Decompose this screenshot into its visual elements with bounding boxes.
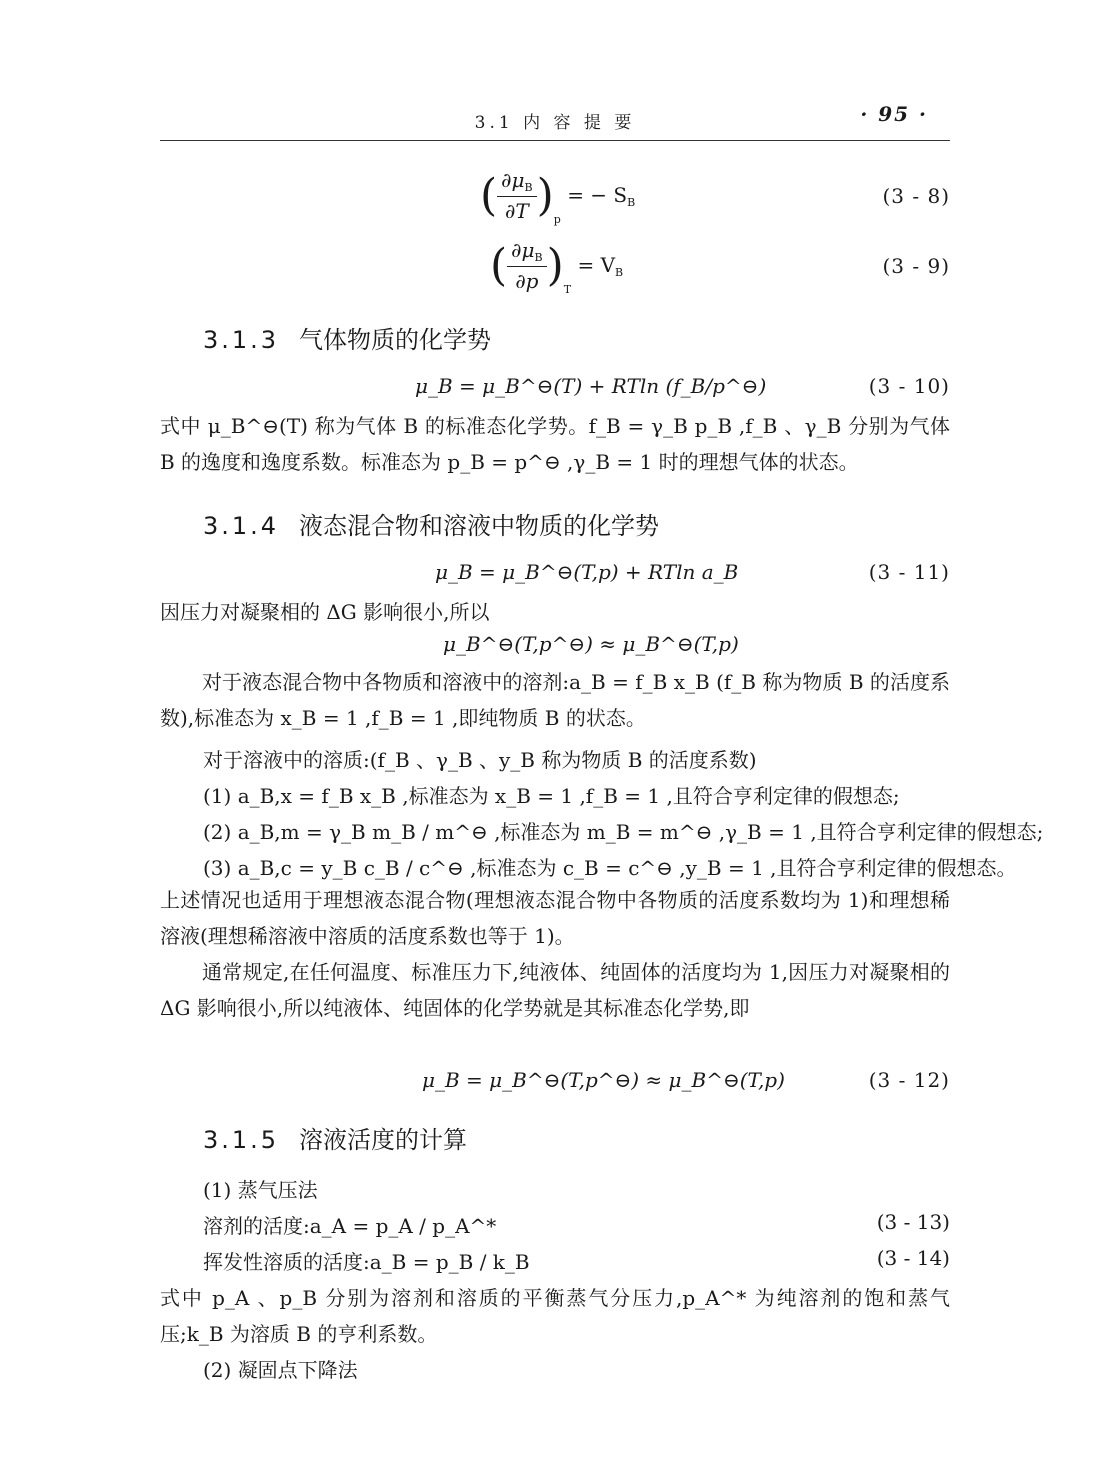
equation-3-10 [160, 374, 950, 404]
equation-number: (3 - 14) [876, 1246, 950, 1270]
equation-3-11 [160, 560, 950, 590]
section-number: 3.1.3 [203, 326, 280, 354]
solvent-activity-line [203, 1210, 950, 1239]
section-heading-3-1-3 [203, 320, 491, 355]
solvent-activity-formula: 溶剂的活度:a_A = p_A / p_A^* [203, 1214, 497, 1238]
equation-number: (3 - 13) [876, 1210, 950, 1234]
page-number: · 95 · [860, 102, 928, 126]
equation-number: (3 - 9) [882, 254, 950, 278]
equation-3-8 [160, 168, 950, 232]
partial-fraction: $\frac{\partial\mu_B}{\partial p}$ [507, 238, 546, 293]
paragraph-gas-standard-state: 式中 μ_B^⊖(T) 称为气体 B 的标准态化学势。f_B = γ_B p_B ,f_B 、γ_B 分别为气体 B 的逸度和逸度系数。标准态为 p_B = p^⊖ ,γ_B = 1 时的理想气体的状态。 [160, 414, 950, 474]
solute-activity-formula: 挥发性溶质的活度:a_B = p_B / k_B [203, 1250, 530, 1274]
section-number: 3.1.5 [203, 1126, 280, 1154]
inline-equation: μ_B^⊖(T,p^⊖) ≈ μ_B^⊖(T,p) [443, 632, 739, 656]
paragraph-solvent-activity: 对于液态混合物中各物质和溶液中的溶剂:a_B = f_B x_B (f_B 称为物质 B 的活度系数),标准态为 x_B = 1 ,f_B = 1 ,即纯物质 B 的状态。 [160, 670, 950, 730]
equation-3-12 [160, 1068, 950, 1098]
equation-number: (3 - 10) [868, 374, 950, 398]
list-item-3: (3) a_B,c = y_B c_B / c^⊖ ,标准态为 c_B = c^⊖ ,y_B = 1 ,且符合亨利定律的假想态。 [203, 856, 1017, 880]
paragraph-pure-substances: 通常规定,在任何温度、标准压力下,纯液体、纯固体的活度均为 1,因压力对凝聚相的 ΔG 影响很小,所以纯液体、纯固体的化学势就是其标准态化学势,即 [160, 960, 950, 1020]
list-item-1: (1) a_B,x = f_B x_B ,标准态为 x_B = 1 ,f_B = 1 ,且符合亨利定律的假想态; [203, 784, 900, 808]
equation-body: μ_B = μ_B^⊖(T) + RTln (f_B/p^⊖) [415, 374, 767, 398]
method-vapor-pressure: (1) 蒸气压法 [203, 1178, 318, 1202]
equation-body: μ_B = μ_B^⊖(T,p) + RTln a_B [435, 560, 739, 584]
paragraph-pressure-effect: 因压力对凝聚相的 ΔG 影响很小,所以 [160, 600, 490, 624]
paragraph-ideal-mixtures: 上述情况也适用于理想液态混合物(理想液态混合物中各物质的活度系数均为 1)和理想稀溶液(理想稀溶液中溶质的活度系数也等于 1)。 [160, 888, 950, 948]
section-heading-3-1-5 [203, 1120, 467, 1155]
section-title: 液态混合物和溶液中物质的化学势 [299, 512, 659, 540]
equation-number: (3 - 8) [882, 184, 950, 208]
equation-3-9 [160, 238, 950, 302]
paragraph-solute-activity: 对于溶液中的溶质:(f_B 、γ_B 、y_B 称为物质 B 的活度系数) [203, 748, 757, 772]
method-freezing-point: (2) 凝固点下降法 [203, 1358, 358, 1382]
section-title: 气体物质的化学势 [299, 326, 491, 354]
page-header [160, 100, 950, 141]
equation-number: (3 - 12) [868, 1068, 950, 1092]
section-title: 溶液活度的计算 [299, 1126, 467, 1154]
equation-body: ( $\frac{\partial\mu_B}{\partial p}$ )$_T = V_B$ [490, 238, 624, 296]
section-number: 3.1.4 [203, 512, 280, 540]
paragraph-vapor-pressure-definitions: 式中 p_A 、p_B 分别为溶剂和溶质的平衡蒸气分压力,p_A^* 为纯溶剂的饱和蒸气压;k_B 为溶质 B 的亨利系数。 [160, 1286, 950, 1346]
running-title: 3.1 内 容 提 要 [474, 113, 636, 133]
equation-body: μ_B = μ_B^⊖(T,p^⊖) ≈ μ_B^⊖(T,p) [422, 1068, 785, 1092]
equation-body: ( $\frac{\partial\mu_B}{\partial T}$ )$_p$ = − $S_B$ [480, 168, 636, 226]
solute-activity-line [203, 1246, 950, 1275]
equation-number: (3 - 11) [868, 560, 950, 584]
partial-fraction: $\frac{\partial\mu_B}{\partial T}$ [497, 168, 536, 223]
section-heading-3-1-4 [203, 506, 659, 541]
list-item-2: (2) a_B,m = γ_B m_B / m^⊖ ,标准态为 m_B = m^⊖ ,γ_B = 1 ,且符合亨利定律的假想态; [203, 820, 1044, 844]
